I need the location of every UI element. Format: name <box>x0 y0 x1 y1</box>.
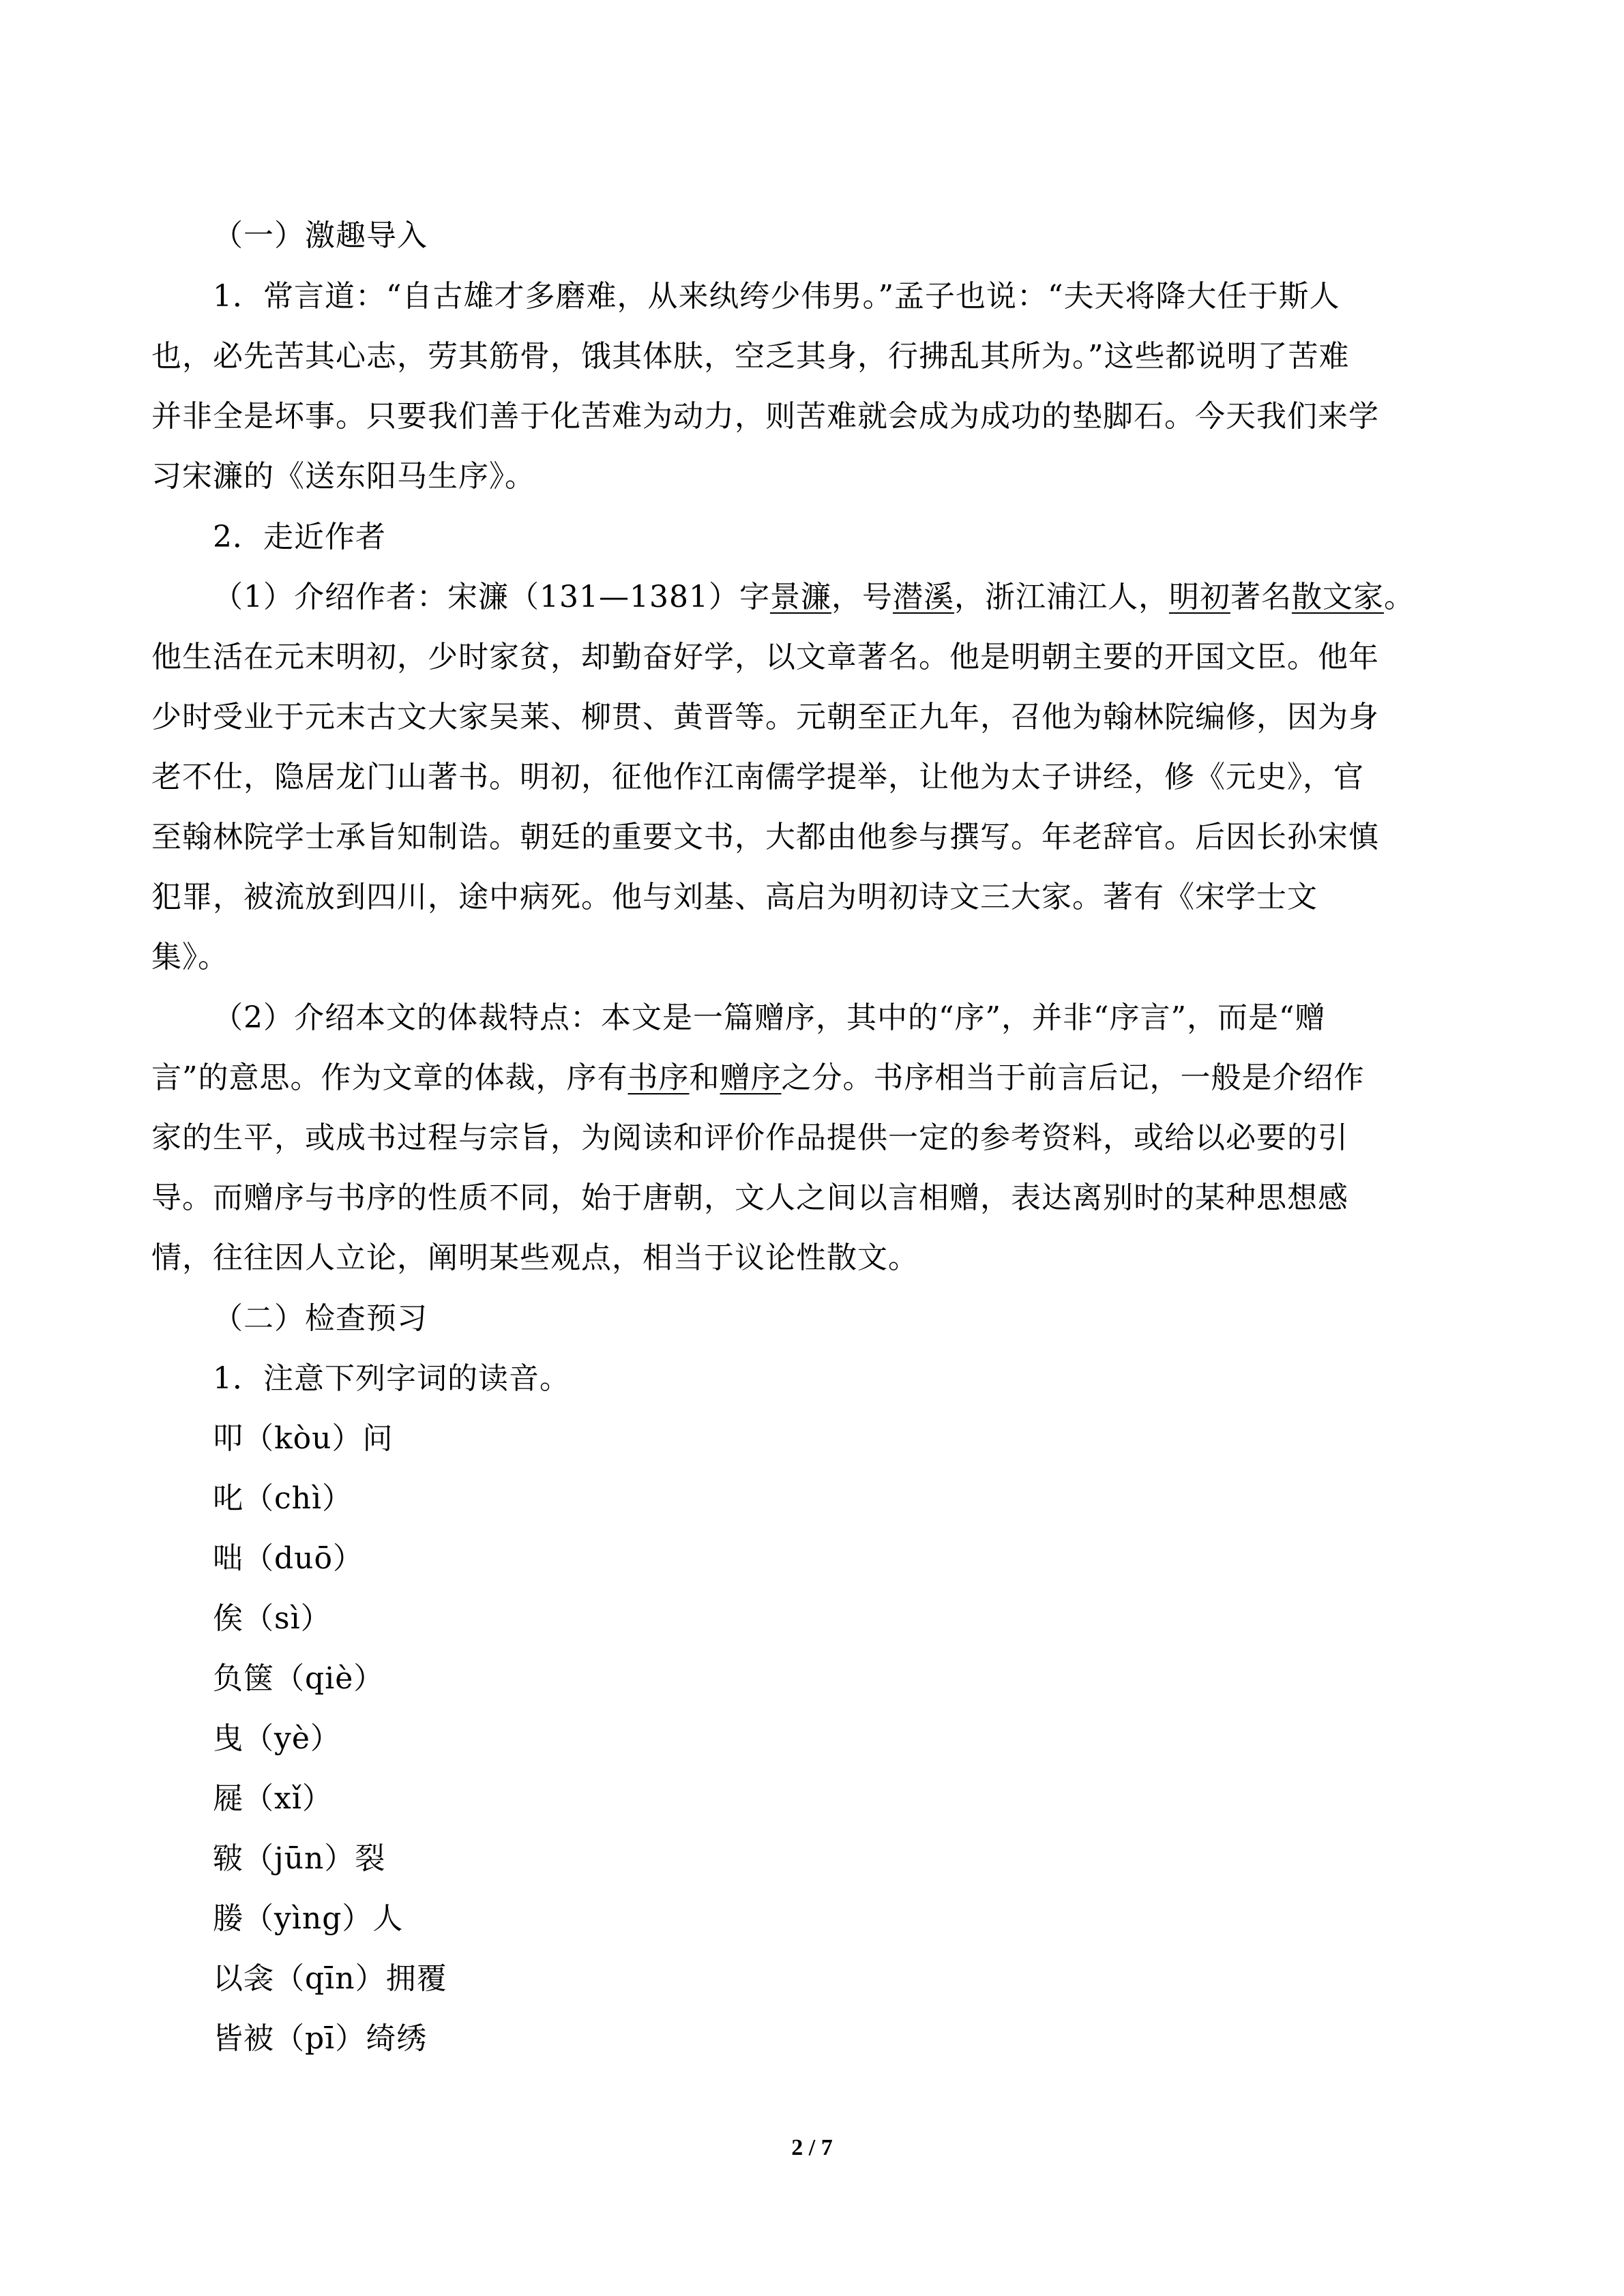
vocab-item: 咄（duō） <box>213 1541 364 1576</box>
vocab-item: 俟（sì） <box>213 1601 331 1636</box>
intro-paragraph-line-4: 习宋濂的《送东阳马生序》。 <box>151 459 535 494</box>
author-paragraph-line-6: 犯罪，被流放到四川，途中病死。他与刘基、高启为明初诗文三大家。著有《宋学士文 <box>151 880 1318 914</box>
intro-paragraph-line-1: 1．常言道：“自古雄才多磨难，从来纨绔少伟男。”孟子也说：“夫天将降大任于斯人 <box>213 279 1340 314</box>
vocab-item: 皲（jūn）裂 <box>213 1841 386 1876</box>
author-paragraph-line-3: 少时受业于元末古文大家吴莱、柳贯、黄晋等。元朝至正九年，召他为翰林院编修，因为身 <box>151 700 1379 734</box>
author-paragraph-line-4: 老不仕，隐居龙门山著书。明初，征他作江南儒学提举，让他为太子讲经，修《元史》，官 <box>151 760 1364 794</box>
author-paragraph-line-2: 他生活在元末明初，少时家贫，却勤奋好学，以文章著名。他是明朝主要的开国文臣。他年 <box>151 640 1379 674</box>
genre-paragraph-line-3: 家的生平，或成书过程与宗旨，为阅读和评价作品提供一定的参考资料，或给以必要的引 <box>151 1120 1348 1155</box>
genre-paragraph-line-4: 导。而赠序与书序的性质不同，始于唐朝，文人之间以言相赠，表达离别时的某种思想感 <box>151 1180 1348 1215</box>
vocab-item: 以衾（qīn）拥覆 <box>213 1961 447 1996</box>
genre-paragraph-line-1: （2）介绍本文的体裁特点：本文是一篇赠序，其中的“序”，并非“序言”，而是“赠 <box>213 1000 1326 1035</box>
vocab-item: 屣（xǐ） <box>213 1781 333 1816</box>
genre-paragraph-line-5: 情，往往因人立论，阐明某些观点，相当于议论性散文。 <box>151 1240 919 1275</box>
section-heading-intro: （一）激趣导入 <box>213 218 428 253</box>
author-paragraph-line-5: 至翰林院学士承旨知制诰。朝廷的重要文书，大都由他参与撰写。年老辞官。后因长孙宋慎 <box>151 820 1379 854</box>
vocab-item: 叩（kòu）问 <box>213 1421 394 1456</box>
author-paragraph-line-1: （1）介绍作者：宋濂（131—1381）字景濂，号潜溪，浙江浦江人，明初著名散文家。 <box>213 580 1415 614</box>
page-number: 2 / 7 <box>791 2135 833 2160</box>
intro-paragraph-line-2: 也，必先苦其心志，劳其筋骨，饿其体肤，空乏其身，行拂乱其所为。”这些都说明了苦难 <box>151 339 1350 374</box>
vocab-item: 负箧（qiè） <box>213 1661 385 1696</box>
genre-paragraph-line-2: 言”的意思。作为文章的体裁，序有书序和赠序之分。书序相当于前言后记，一般是介绍作 <box>151 1060 1365 1095</box>
vocab-item: 媵（yìng）人 <box>213 1901 404 1936</box>
author-paragraph-line-7: 集》。 <box>151 940 228 974</box>
author-heading: 2．走近作者 <box>213 520 386 554</box>
vocab-item: 皆被（pī）绮绣 <box>213 2021 428 2056</box>
intro-paragraph-line-3: 并非全是坏事。只要我们善于化苦难为动力，则苦难就会成为成功的垫脚石。今天我们来学 <box>151 399 1379 434</box>
section-heading-preview: （二）检查预习 <box>213 1301 428 1336</box>
vocab-item: 曳（yè） <box>213 1721 341 1756</box>
vocab-item: 叱（chì） <box>213 1481 353 1516</box>
pronunciation-instruction: 1．注意下列字词的读音。 <box>213 1361 570 1396</box>
